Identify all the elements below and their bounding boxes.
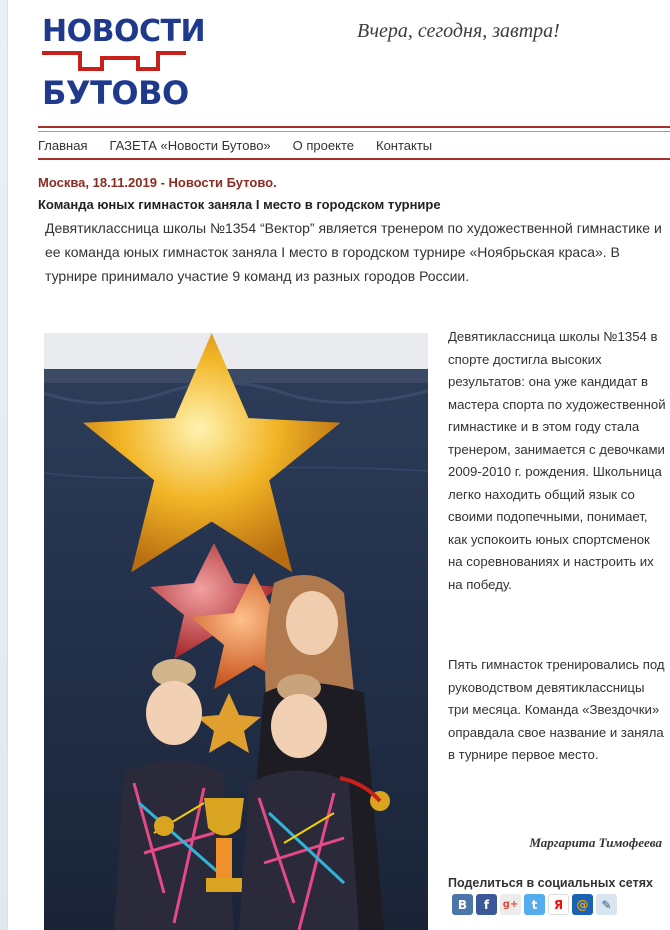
yandex-icon[interactable]: Я	[548, 894, 569, 915]
share-buttons	[452, 894, 617, 915]
article-side-paragraph-2: Пять гимнасток тренировались под руководством девятиклассницы три месяца. Команда «Звездочки» оправдала свое название и заняла в турнире первое место.	[448, 657, 665, 762]
page-edge-strip	[0, 0, 8, 930]
article-author: Маргарита Тимофеева	[529, 835, 662, 850]
article-headline: Команда юных гимнасток заняла I место в городском турнире	[38, 197, 441, 212]
site-header	[40, 0, 670, 125]
logo-word-bottom: БУТОВО	[42, 74, 189, 112]
livejournal-icon[interactable]: ✎	[596, 894, 617, 915]
share-title: Поделиться в социальных сетях	[448, 876, 653, 890]
nav-link-home[interactable]: Главная	[38, 138, 88, 153]
logo-skyline-graphic	[40, 50, 190, 74]
article-side-paragraph-1: Девятиклассница школы №1354 в спорте достигла высоких результатов: она уже кандидат в мастера спорта по художественной гимнастике и в этом году стала тренером, занимается с девочками 2009-2010 г. рождения. Школьница легко находить общий язык со своими подопечными, понимает, как успокоить юных спортсменок на соревнованиях и настроить их на победу.	[448, 329, 666, 592]
google-plus-icon[interactable]: g+	[500, 894, 521, 915]
facebook-icon[interactable]: f	[476, 894, 497, 915]
nav-link-about[interactable]: О проекте	[292, 138, 354, 153]
logo-word-top: НОВОСТИ	[42, 14, 206, 49]
twitter-icon[interactable]: t	[524, 894, 545, 915]
main-navigation	[38, 126, 670, 160]
nav-link-contacts[interactable]: Контакты	[376, 138, 433, 153]
vk-icon[interactable]: B	[452, 894, 473, 915]
mail-icon[interactable]: @	[572, 894, 593, 915]
article-lead-paragraph: Девятиклассница школы №1354 “Вектор” является тренером по художественной гимнастике и ее команда юных гимнасток заняла I место в городском турнире «Ноябрьская краса». В турнире принимало участие 9 команд из разных городов России.	[45, 220, 662, 284]
site-tagline: Вчера, сегодня, завтра!	[357, 20, 560, 42]
gymnasts-photo-illustration	[44, 333, 428, 930]
nav-link-newspaper[interactable]: ГАЗЕТА «Новости Бутово»	[109, 138, 271, 153]
article-photo[interactable]	[44, 333, 428, 930]
site-logo[interactable]	[40, 14, 206, 112]
article-dateline: Москва, 18.11.2019 - Новости Бутово.	[38, 175, 277, 190]
